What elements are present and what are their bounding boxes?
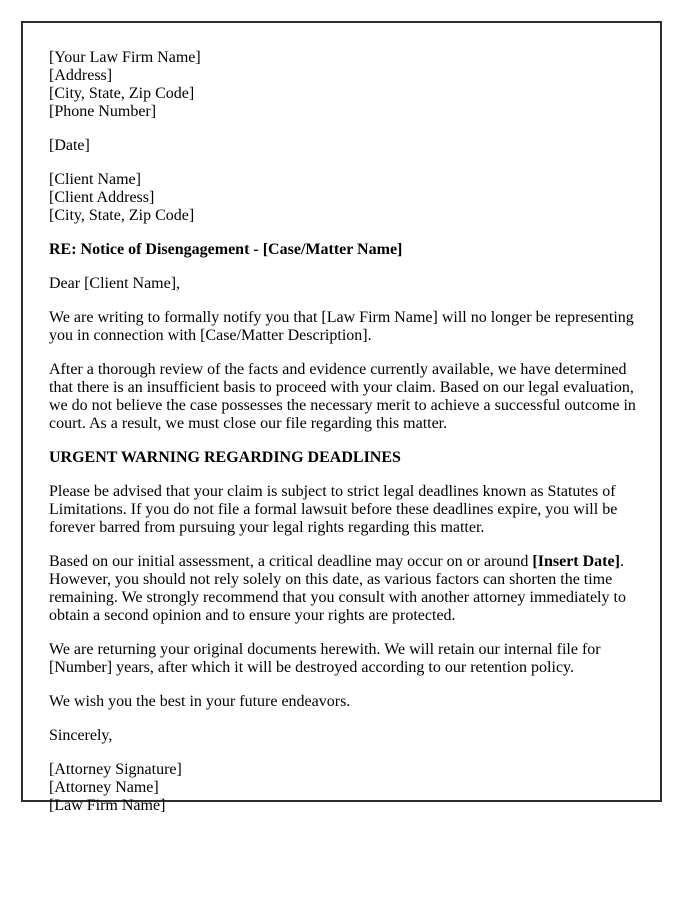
date-line: [Date] xyxy=(49,137,90,154)
signature-line-name: [Attorney Name] xyxy=(49,779,159,796)
sender-line-address: [Address] xyxy=(49,67,113,84)
recipient-line-city: [City, State, Zip Code] xyxy=(49,207,195,224)
body-paragraph-4-pre: Based on our initial assessment, a critical deadline may occur on or around xyxy=(49,553,533,570)
recipient-line-address: [Client Address] xyxy=(49,189,155,206)
recipient-block xyxy=(49,171,636,225)
body-paragraph-6: We wish you the best in your future endeavors. xyxy=(49,693,351,710)
signature-block xyxy=(49,761,636,815)
letter-page xyxy=(21,21,662,814)
salutation: Dear [Client Name], xyxy=(49,275,181,292)
signature-line-signature: [Attorney Signature] xyxy=(49,761,182,778)
closing-line: Sincerely, xyxy=(49,727,113,744)
warning-heading: URGENT WARNING REGARDING DEADLINES xyxy=(49,449,401,466)
body-paragraph-1: We are writing to formally notify you that [Law Firm Name] will no longer be representing you in connection with [Case/Matter Description]. xyxy=(49,309,634,344)
insert-date-placeholder: [Insert Date] xyxy=(532,553,620,570)
recipient-line-name: [Client Name] xyxy=(49,171,141,188)
body-paragraph-3: Please be advised that your claim is subject to strict legal deadlines known as Statutes of Limitations. If you do not file a formal lawsuit before these deadlines expire, you will be forever barred from pursuing your legal rights regarding this matter. xyxy=(49,483,618,536)
sender-line-city: [City, State, Zip Code] xyxy=(49,85,195,102)
body-paragraph-5: We are returning your original documents herewith. We will retain our internal file for [Number] years, after which it will be destroyed according to our retention policy. xyxy=(49,641,601,676)
sender-block xyxy=(49,49,636,121)
subject-line: RE: Notice of Disengagement - [Case/Matter Name] xyxy=(49,241,403,258)
signature-line-firm: [Law Firm Name] xyxy=(49,797,166,814)
body-paragraph-2: After a thorough review of the facts and evidence currently available, we have determined that there is an insufficient basis to proceed with your claim. Based on our legal evaluation, we do not believe the case possesses the necessary merit to achieve a successful outcome in court. As a result, we must close our file regarding this matter. xyxy=(49,361,636,432)
sender-line-firm: [Your Law Firm Name] xyxy=(49,49,201,66)
body-paragraph-4 xyxy=(49,553,636,625)
body-paragraph-4-post: . However, you should not rely solely on this date, as various factors can shorten the time remaining. We strongly recommend that you consult with another attorney immediately to obtain a second opinion and to ensure your rights are protected. xyxy=(49,553,626,624)
sender-line-phone: [Phone Number] xyxy=(49,103,157,120)
